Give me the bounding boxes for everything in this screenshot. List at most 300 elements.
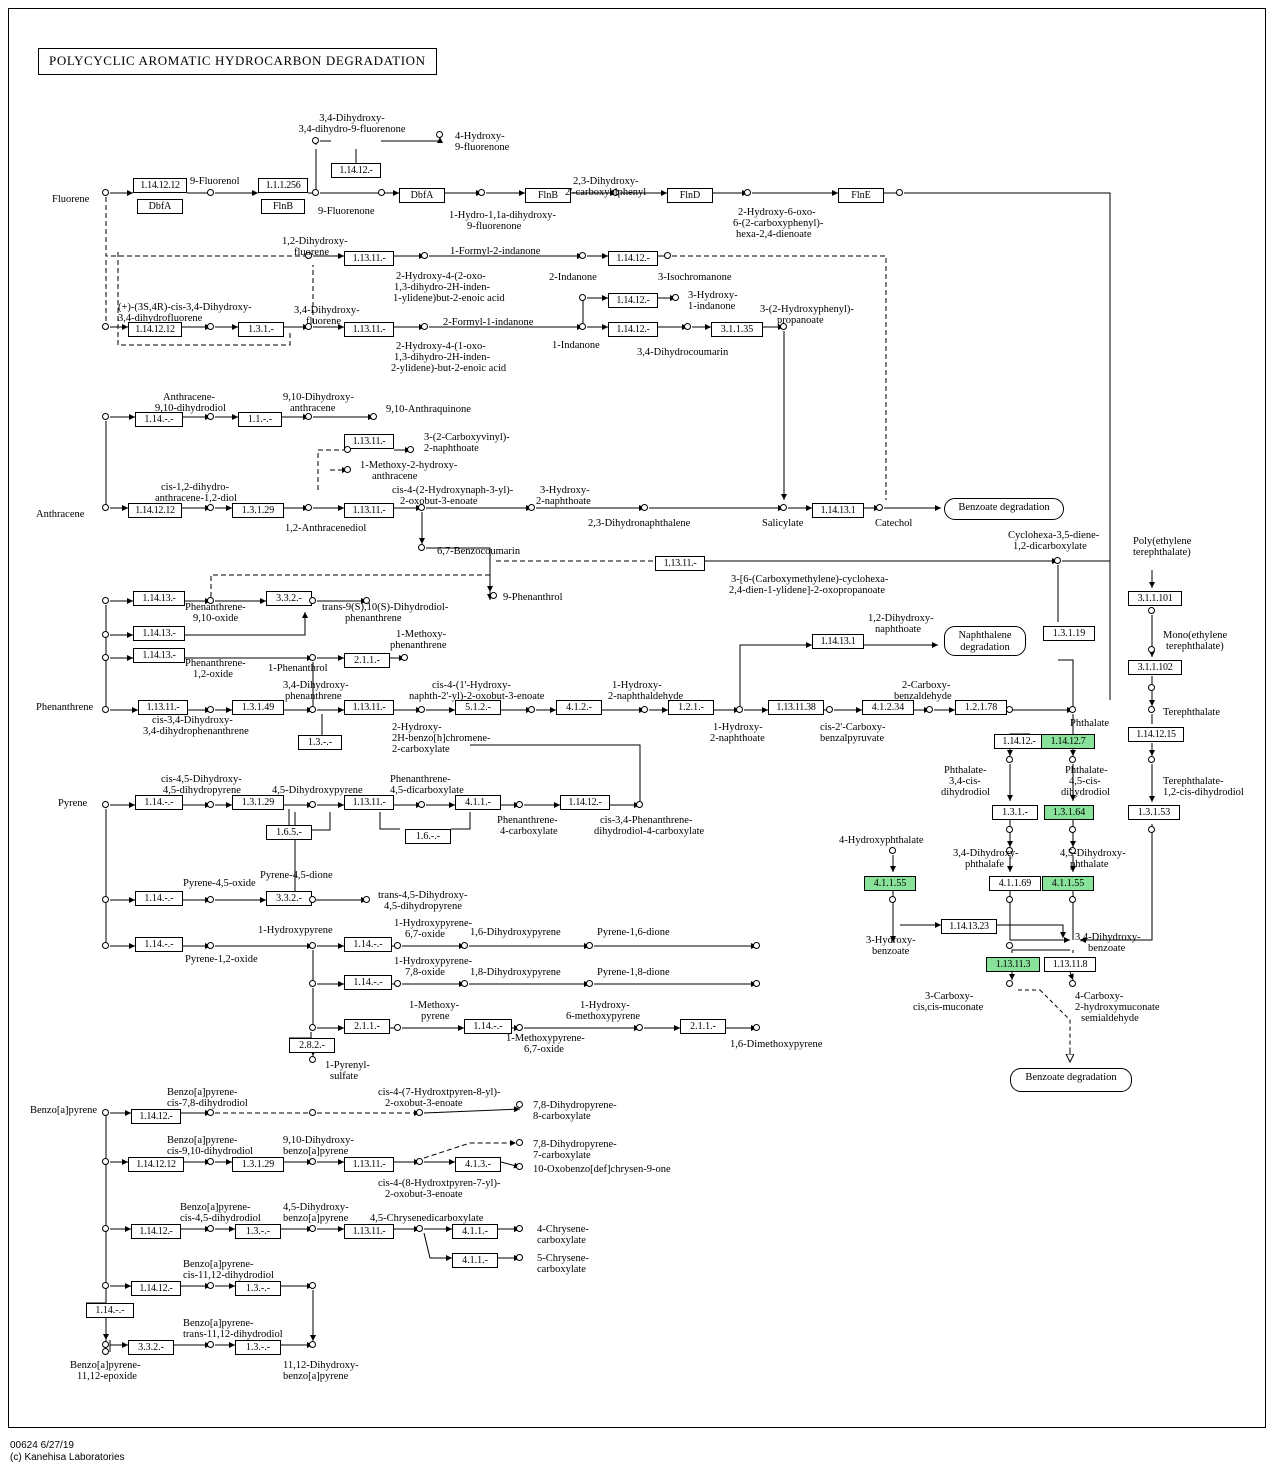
enzyme-box[interactable]: 2.8.2.- bbox=[289, 1038, 335, 1053]
compound-node[interactable] bbox=[102, 801, 109, 808]
compound-label: 7,8-Dihydropyrene- bbox=[533, 1139, 617, 1150]
compound-node[interactable] bbox=[579, 323, 586, 330]
compound-label: 3,4-Dihydroxy- bbox=[283, 680, 349, 691]
enzyme-box[interactable]: 4.1.1.- bbox=[452, 1224, 498, 1239]
compound-label: 1-Methoxy- bbox=[409, 1000, 460, 1011]
compound-label: 4,5-Dihydroxy- bbox=[283, 1202, 349, 1213]
compound-node[interactable] bbox=[102, 1158, 109, 1165]
compound-node[interactable] bbox=[636, 1024, 643, 1031]
compound-node[interactable] bbox=[896, 189, 903, 196]
compound-label: cis-4-(2-Hydroxynaph-3-yl)- bbox=[392, 485, 514, 496]
compound-node[interactable] bbox=[370, 413, 377, 420]
compound-node[interactable] bbox=[826, 706, 833, 713]
compound-node[interactable] bbox=[1006, 756, 1013, 763]
compound-node[interactable] bbox=[102, 1109, 109, 1116]
compound-node[interactable] bbox=[344, 466, 351, 473]
compound-node[interactable] bbox=[102, 1225, 109, 1232]
compound-label: Benzo[a]pyrene- bbox=[180, 1202, 251, 1213]
compound-label: 1,8-Dihydroxypyrene bbox=[470, 967, 561, 978]
compound-label: anthracene-1,2-diol bbox=[155, 493, 237, 504]
compound-node[interactable] bbox=[1054, 557, 1061, 564]
compound-node[interactable] bbox=[684, 323, 691, 330]
enzyme-box[interactable]: 3.1.1.35 bbox=[711, 322, 763, 337]
enzyme-box[interactable]: 1.3.-.- bbox=[298, 735, 342, 750]
compound-node[interactable] bbox=[418, 706, 425, 713]
compound-node[interactable] bbox=[309, 896, 316, 903]
compound-node[interactable] bbox=[461, 980, 468, 987]
enzyme-box[interactable]: 3.3.2.- bbox=[128, 1340, 174, 1355]
enzyme-box[interactable]: 4.1.2.34 bbox=[862, 700, 914, 715]
enzyme-box[interactable]: 1.13.11.3 bbox=[986, 957, 1040, 972]
compound-label: 1-Hydroxypyrene- bbox=[394, 956, 473, 967]
compound-label: 11,12-Dihydroxy- bbox=[283, 1360, 359, 1371]
compound-label: cis-4,5-dihydrodiol bbox=[180, 1213, 261, 1224]
compound-node[interactable] bbox=[1069, 756, 1076, 763]
enzyme-box[interactable]: 1.14.12.- bbox=[331, 163, 381, 178]
compound-node[interactable] bbox=[102, 654, 109, 661]
compound-node[interactable] bbox=[528, 504, 535, 511]
enzyme-box[interactable]: 1.13.11.- bbox=[344, 795, 394, 810]
enzyme-box[interactable]: 4.1.1.69 bbox=[989, 876, 1041, 891]
enzyme-box[interactable]: 1.14.13.1 bbox=[812, 503, 864, 518]
compound-node[interactable] bbox=[641, 706, 648, 713]
enzyme-box[interactable]: 4.1.2.- bbox=[556, 700, 602, 715]
compound-node[interactable] bbox=[586, 942, 593, 949]
enzyme-box[interactable]: 1.14.12.- bbox=[608, 322, 658, 337]
enzyme-box[interactable]: 1.14.12.12 bbox=[128, 1157, 184, 1172]
compound-node[interactable] bbox=[309, 1024, 316, 1031]
enzyme-box[interactable]: 1.3.1.- bbox=[238, 322, 284, 337]
compound-label: 2-Carboxy- bbox=[902, 680, 951, 691]
compound-label: 2-oxobut-3-enoate bbox=[385, 1098, 463, 1109]
enzyme-box[interactable]: 1.13.11.- bbox=[344, 1224, 394, 1239]
compound-label: naphthoate bbox=[875, 624, 922, 635]
map-link-node[interactable]: Benzoate degradation bbox=[944, 498, 1064, 520]
compound-node[interactable] bbox=[102, 323, 109, 330]
compound-label: dihydrodiol-4-carboxylate bbox=[594, 826, 705, 837]
compound-node[interactable] bbox=[207, 942, 214, 949]
enzyme-box[interactable]: 1.14.-.- bbox=[135, 891, 183, 906]
compound-node[interactable] bbox=[102, 631, 109, 638]
enzyme-box[interactable]: 1.13.11.8 bbox=[1044, 957, 1096, 972]
compound-node[interactable] bbox=[102, 189, 109, 196]
enzyme-box[interactable]: 1.14.12.12 bbox=[128, 503, 182, 518]
compound-node[interactable] bbox=[490, 592, 497, 599]
compound-node[interactable] bbox=[312, 137, 319, 144]
page-title: POLYCYCLIC AROMATIC HYDROCARBON DEGRADATION bbox=[38, 48, 437, 75]
enzyme-box[interactable]: 1.13.11.- bbox=[344, 700, 394, 715]
enzyme-box[interactable]: FlnB bbox=[261, 199, 305, 214]
compound-label: phthalate bbox=[1070, 859, 1109, 870]
compound-label: 6-methoxypyrene bbox=[566, 1011, 641, 1022]
enzyme-box[interactable]: 1.3.1.53 bbox=[1128, 805, 1180, 820]
compound-label: 2-Hydroxy-6-oxo- bbox=[738, 207, 816, 218]
enzyme-box[interactable]: 3.3.2.- bbox=[266, 591, 312, 606]
enzyme-box[interactable]: 3.1.1.101 bbox=[1128, 591, 1182, 606]
compound-node[interactable] bbox=[363, 896, 370, 903]
compound-node[interactable] bbox=[401, 654, 408, 661]
compound-label: 4,5-dihydropyrene bbox=[163, 785, 241, 796]
compound-label: 3,4-Dihydrocoumarin bbox=[637, 347, 729, 358]
enzyme-box[interactable]: 1.3.-.- bbox=[235, 1281, 281, 1296]
enzyme-box[interactable]: 1.14.13.- bbox=[133, 648, 185, 663]
compound-node[interactable] bbox=[102, 942, 109, 949]
compound-node[interactable] bbox=[309, 1109, 316, 1116]
compound-node[interactable] bbox=[309, 1341, 316, 1348]
enzyme-box[interactable]: 1.13.11.38 bbox=[768, 700, 824, 715]
compound-label: 9-fluorenone bbox=[467, 221, 522, 232]
compound-node[interactable] bbox=[407, 446, 414, 453]
compound-node[interactable] bbox=[1148, 684, 1155, 691]
compound-label: 1-Hydroxy- bbox=[612, 680, 662, 691]
enzyme-box[interactable]: 1.3.1.29 bbox=[232, 503, 284, 518]
compound-label: phenanthrene bbox=[285, 691, 342, 702]
compound-node[interactable] bbox=[309, 1056, 316, 1063]
compound-label: trans-9(S),10(S)-Dihydrodiol- bbox=[322, 602, 449, 613]
compound-node[interactable] bbox=[416, 1109, 423, 1116]
compound-label: 11,12-epoxide bbox=[77, 1371, 137, 1382]
compound-label: 1-Hydroxy- bbox=[580, 1000, 630, 1011]
enzyme-box[interactable]: 1.14.13.- bbox=[133, 591, 185, 606]
compound-node[interactable] bbox=[516, 1139, 523, 1146]
compound-node[interactable] bbox=[1148, 826, 1155, 833]
compound-node[interactable] bbox=[579, 294, 586, 301]
compound-label: 1-ylidene)but-2-enoic acid bbox=[393, 293, 505, 304]
enzyme-box[interactable]: 1.14.12.- bbox=[131, 1109, 181, 1124]
enzyme-box[interactable]: 1.6.5.- bbox=[266, 825, 312, 840]
compound-label: 3,4-Dihydroxy- bbox=[319, 113, 385, 124]
compound-label: Anthracene- bbox=[163, 392, 215, 403]
map-link-node[interactable]: Naphthalene degradation bbox=[944, 626, 1026, 656]
compound-label: carboxylate bbox=[537, 1264, 586, 1275]
compound-node[interactable] bbox=[516, 1101, 523, 1108]
compound-node[interactable] bbox=[753, 1024, 760, 1031]
compound-node[interactable] bbox=[102, 1348, 109, 1355]
compound-label: 2-Indanone bbox=[549, 272, 597, 283]
enzyme-box[interactable]: 1.13.11.- bbox=[344, 251, 394, 266]
enzyme-box[interactable]: 1.14.12.- bbox=[131, 1224, 181, 1239]
compound-label: 1,2-oxide bbox=[193, 669, 233, 680]
enzyme-box[interactable]: FlnB bbox=[525, 188, 571, 203]
compound-label: 3-Hydroxy- bbox=[866, 935, 916, 946]
enzyme-box[interactable]: 4.1.3.- bbox=[455, 1157, 501, 1172]
compound-node[interactable] bbox=[736, 706, 743, 713]
enzyme-box[interactable]: 1.3.1.29 bbox=[232, 795, 284, 810]
enzyme-box[interactable]: 2.1.1.- bbox=[344, 1019, 390, 1034]
enzyme-box[interactable]: 1.1.-.- bbox=[238, 412, 282, 427]
compound-label: Terephthalate bbox=[1163, 707, 1220, 718]
enzyme-box[interactable]: DbfA bbox=[399, 188, 445, 203]
compound-node[interactable] bbox=[421, 323, 428, 330]
compound-label: cis-3,4-Dihydroxy- bbox=[152, 715, 233, 726]
compound-node[interactable] bbox=[753, 942, 760, 949]
enzyme-box[interactable]: 1.14.-.- bbox=[86, 1303, 134, 1318]
enzyme-box[interactable]: 4.1.1.- bbox=[455, 795, 501, 810]
enzyme-box[interactable]: 1.13.11.- bbox=[344, 503, 394, 518]
compound-label: benzo[a]pyrene bbox=[283, 1146, 349, 1157]
compound-node[interactable] bbox=[1069, 980, 1076, 987]
compound-label: 4,5-Chrysenedicarboxylate bbox=[370, 1213, 484, 1224]
compound-node[interactable] bbox=[102, 504, 109, 511]
enzyme-box[interactable]: 1.14.13.1 bbox=[812, 634, 864, 649]
compound-node[interactable] bbox=[1006, 980, 1013, 987]
compound-node[interactable] bbox=[207, 801, 214, 808]
enzyme-box[interactable]: DbfA bbox=[137, 199, 183, 214]
compound-label: 4,5-Dihydroxy- bbox=[1060, 848, 1126, 859]
enzyme-box[interactable]: 1.14.12.- bbox=[560, 795, 610, 810]
compound-node[interactable] bbox=[207, 323, 214, 330]
enzyme-box[interactable]: 1.6.-.- bbox=[405, 829, 451, 844]
compound-label: Phenanthrene- bbox=[390, 774, 451, 785]
compound-label: (+)-(3S,4R)-cis-3,4-Dihydroxy- bbox=[118, 302, 252, 313]
compound-node[interactable] bbox=[416, 1225, 423, 1232]
compound-node[interactable] bbox=[664, 252, 671, 259]
compound-label: Benzo[a]pyrene- bbox=[183, 1259, 254, 1270]
compound-node[interactable] bbox=[516, 801, 523, 808]
compound-node[interactable] bbox=[528, 706, 535, 713]
compound-node[interactable] bbox=[378, 189, 385, 196]
compound-node[interactable] bbox=[1069, 706, 1076, 713]
compound-node[interactable] bbox=[309, 801, 316, 808]
enzyme-box[interactable]: 1.3.1.19 bbox=[1043, 626, 1095, 641]
compound-node[interactable] bbox=[207, 706, 214, 713]
compound-label: 1,2-cis-dihydrodiol bbox=[1163, 787, 1244, 798]
compound-label: hexa-2,4-dienoate bbox=[736, 229, 812, 240]
compound-node[interactable] bbox=[516, 1225, 523, 1232]
compound-label: Pyrene-4,5-dione bbox=[260, 870, 333, 881]
compound-label: dihydrodiol bbox=[941, 787, 990, 798]
compound-label: 3,4-dihydro-9-fluorenone bbox=[298, 124, 406, 135]
compound-label: 1,6-Dihydroxypyrene bbox=[470, 927, 561, 938]
compound-label: 2'-carboxybiphenyl bbox=[565, 187, 647, 198]
compound-node[interactable] bbox=[876, 504, 883, 511]
compound-node[interactable] bbox=[394, 980, 401, 987]
compound-node[interactable] bbox=[102, 896, 109, 903]
compound-node[interactable] bbox=[516, 1024, 523, 1031]
compound-node[interactable] bbox=[636, 801, 643, 808]
compound-label: Phthalate- bbox=[944, 765, 987, 776]
compound-label: 1,6-Dimethoxypyrene bbox=[730, 1039, 823, 1050]
compound-node[interactable] bbox=[421, 252, 428, 259]
compound-node[interactable] bbox=[1006, 896, 1013, 903]
compound-node[interactable] bbox=[579, 252, 586, 259]
compound-node[interactable] bbox=[309, 980, 316, 987]
compound-label: 1-Formyl-2-indanone bbox=[450, 246, 541, 257]
compound-label: cis-4,5-Dihydroxy- bbox=[161, 774, 242, 785]
compound-node[interactable] bbox=[207, 1341, 214, 1348]
compound-label: 1-Indanone bbox=[552, 340, 600, 351]
compound-label: Phenanthrene bbox=[36, 702, 94, 713]
enzyme-box[interactable]: 1.13.11.- bbox=[138, 700, 188, 715]
compound-node[interactable] bbox=[1006, 706, 1013, 713]
compound-node[interactable] bbox=[309, 654, 316, 661]
enzyme-box[interactable]: 1.13.11.- bbox=[344, 322, 394, 337]
compound-node[interactable] bbox=[207, 1158, 214, 1165]
compound-node[interactable] bbox=[1148, 706, 1155, 713]
enzyme-box[interactable]: 1.14.12.- bbox=[994, 734, 1044, 749]
compound-label: cis-7,8-dihydrodiol bbox=[167, 1098, 248, 1109]
compound-label: trans-11,12-dihydrodiol bbox=[183, 1329, 283, 1340]
compound-label: 1-Hydroxypyrene- bbox=[394, 918, 473, 929]
compound-label: phenanthrene bbox=[390, 640, 447, 651]
enzyme-box[interactable]: 1.13.11.- bbox=[344, 1157, 394, 1172]
compound-label: 1,2-Anthracenediol bbox=[285, 523, 367, 534]
compound-node[interactable] bbox=[309, 1158, 316, 1165]
compound-label: cis-2'-Carboxy- bbox=[820, 722, 886, 733]
compound-node[interactable] bbox=[207, 504, 214, 511]
enzyme-box[interactable]: FlnE bbox=[838, 188, 884, 203]
compound-node[interactable] bbox=[1069, 896, 1076, 903]
enzyme-box[interactable]: 1.14.13.- bbox=[133, 626, 185, 641]
enzyme-box[interactable]: 1.14.-.- bbox=[135, 937, 183, 952]
compound-label: propanoate bbox=[777, 315, 824, 326]
compound-label: 2-oxobut-3-enoate bbox=[385, 1189, 463, 1200]
map-link-node[interactable]: Benzoate degradation bbox=[1010, 1068, 1132, 1092]
compound-node[interactable] bbox=[780, 504, 787, 511]
compound-label: 2-naphthoate bbox=[424, 443, 479, 454]
enzyme-box[interactable]: 1.13.11.- bbox=[655, 556, 705, 571]
compound-label: 9,10-Anthraquinone bbox=[386, 404, 471, 415]
compound-label: 1-Phenanthrol bbox=[268, 663, 328, 674]
enzyme-box[interactable]: 1.3.-.- bbox=[235, 1340, 281, 1355]
compound-node[interactable] bbox=[305, 504, 312, 511]
enzyme-box[interactable]: 1.14.12.7 bbox=[1041, 734, 1095, 749]
enzyme-box[interactable]: 5.1.2.- bbox=[455, 700, 501, 715]
compound-node[interactable] bbox=[309, 942, 316, 949]
compound-node[interactable] bbox=[207, 189, 214, 196]
compound-label: Benzo[a]pyrene bbox=[30, 1105, 98, 1116]
compound-node[interactable] bbox=[416, 1158, 423, 1165]
compound-node[interactable] bbox=[207, 1282, 214, 1289]
compound-node[interactable] bbox=[102, 706, 109, 713]
compound-label: Phenanthrene- bbox=[185, 602, 246, 613]
enzyme-box[interactable]: 4.1.1.55 bbox=[864, 876, 916, 891]
compound-node[interactable] bbox=[207, 896, 214, 903]
compound-label: carboxylate bbox=[537, 1235, 586, 1246]
compound-label: Benzo[a]pyrene- bbox=[167, 1135, 238, 1146]
compound-node[interactable] bbox=[889, 896, 896, 903]
compound-label: 4,5-cis- bbox=[1069, 776, 1101, 787]
enzyme-box[interactable]: 1.3.1.29 bbox=[232, 1157, 284, 1172]
compound-node[interactable] bbox=[1006, 942, 1013, 949]
enzyme-box[interactable]: 1.3.1.49 bbox=[232, 700, 284, 715]
compound-node[interactable] bbox=[641, 504, 648, 511]
enzyme-box[interactable]: 1.14.12.12 bbox=[133, 178, 187, 193]
compound-node[interactable] bbox=[207, 1109, 214, 1116]
compound-node[interactable] bbox=[394, 942, 401, 949]
compound-label: 1-Methoxy-2-hydroxy- bbox=[360, 460, 458, 471]
compound-node[interactable] bbox=[207, 1225, 214, 1232]
compound-node[interactable] bbox=[1148, 646, 1155, 653]
compound-node[interactable] bbox=[344, 446, 351, 453]
compound-label: benzo[a]pyrene bbox=[283, 1213, 349, 1224]
compound-label: 6-(2-carboxyphenyl)- bbox=[733, 218, 824, 229]
enzyme-box[interactable]: 3.3.2.- bbox=[266, 891, 312, 906]
enzyme-box[interactable]: 1.14.12.- bbox=[131, 1281, 181, 1296]
compound-label: trans-4,5-Dihydroxy- bbox=[378, 890, 468, 901]
enzyme-box[interactable]: 1.3.1.64 bbox=[1044, 805, 1094, 820]
enzyme-box[interactable]: 1.2.1.78 bbox=[955, 700, 1007, 715]
enzyme-box[interactable]: 1.14.12.- bbox=[608, 251, 658, 266]
compound-node[interactable] bbox=[889, 847, 896, 854]
compound-label: 4,5-dicarboxylate bbox=[390, 785, 464, 796]
compound-node[interactable] bbox=[418, 801, 425, 808]
enzyme-box[interactable]: 2.1.1.- bbox=[344, 653, 390, 668]
enzyme-box[interactable]: 1.13.11.- bbox=[344, 434, 394, 449]
compound-node[interactable] bbox=[672, 294, 679, 301]
compound-node[interactable] bbox=[516, 1163, 523, 1170]
compound-node[interactable] bbox=[102, 413, 109, 420]
compound-node[interactable] bbox=[1006, 826, 1013, 833]
enzyme-box[interactable]: 1.14.-.- bbox=[135, 795, 183, 810]
compound-node[interactable] bbox=[102, 1341, 109, 1348]
compound-label: 3,4-dihydrophenanthrene bbox=[143, 726, 249, 737]
enzyme-box[interactable]: 1.3.-.- bbox=[235, 1224, 281, 1239]
compound-label: sulfate bbox=[330, 1071, 358, 1082]
compound-node[interactable] bbox=[1148, 607, 1155, 614]
compound-node[interactable] bbox=[461, 942, 468, 949]
compound-label: cis,cis-muconate bbox=[913, 1002, 984, 1013]
compound-label: 7,8-Dihydropyrene- bbox=[533, 1100, 617, 1111]
enzyme-box[interactable]: 1.14.12.12 bbox=[128, 322, 182, 337]
enzyme-box[interactable]: 2.1.1.- bbox=[680, 1019, 726, 1034]
compound-node[interactable] bbox=[753, 980, 760, 987]
compound-node[interactable] bbox=[394, 1024, 401, 1031]
enzyme-box[interactable]: 1.14.12.15 bbox=[1128, 727, 1184, 742]
compound-label: 4-Chrysene- bbox=[537, 1224, 589, 1235]
compound-label: cis-4-(7-Hydroxtpyren-8-yl)- bbox=[378, 1087, 501, 1098]
compound-node[interactable] bbox=[102, 597, 109, 604]
compound-node[interactable] bbox=[309, 1282, 316, 1289]
compound-node[interactable] bbox=[309, 1225, 316, 1232]
compound-label: 1,3-dihydro-2H-inden- bbox=[394, 352, 490, 363]
compound-label: cis-4-(1'-Hydroxy- bbox=[432, 680, 511, 691]
compound-node[interactable] bbox=[309, 597, 316, 604]
enzyme-box[interactable]: 3.1.1.102 bbox=[1128, 660, 1182, 675]
enzyme-box[interactable]: 1.14.13.23 bbox=[941, 919, 997, 934]
compound-node[interactable] bbox=[1148, 756, 1155, 763]
compound-label: 2-naphthoate bbox=[536, 496, 591, 507]
compound-node[interactable] bbox=[436, 131, 443, 138]
compound-label: 7,8-oxide bbox=[405, 967, 445, 978]
enzyme-box[interactable]: 1.14.-.- bbox=[464, 1019, 512, 1034]
compound-label: 4,5-Dihydroxypyrene bbox=[272, 785, 363, 796]
compound-label: phthalafe bbox=[965, 859, 1005, 870]
enzyme-box[interactable]: 1.3.1.- bbox=[992, 805, 1038, 820]
enzyme-box[interactable]: 1.1.1.256 bbox=[258, 178, 308, 193]
compound-node[interactable] bbox=[309, 706, 316, 713]
compound-node[interactable] bbox=[926, 706, 933, 713]
compound-node[interactable] bbox=[586, 980, 593, 987]
enzyme-box[interactable]: FlnD bbox=[667, 188, 713, 203]
enzyme-box[interactable]: 1.14.-.- bbox=[344, 937, 392, 952]
compound-node[interactable] bbox=[312, 189, 319, 196]
enzyme-box[interactable]: 1.2.1.- bbox=[668, 700, 714, 715]
enzyme-box[interactable]: 4.1.1.- bbox=[452, 1253, 498, 1268]
compound-node[interactable] bbox=[478, 189, 485, 196]
enzyme-box[interactable]: 1.14.-.- bbox=[344, 975, 392, 990]
compound-node[interactable] bbox=[418, 544, 425, 551]
compound-label: 4-carboxylate bbox=[500, 826, 558, 837]
compound-node[interactable] bbox=[516, 1254, 523, 1261]
compound-node[interactable] bbox=[102, 1282, 109, 1289]
compound-node[interactable] bbox=[744, 189, 751, 196]
enzyme-box[interactable]: 1.14.-.- bbox=[135, 412, 183, 427]
compound-label: 4,5-dihydropyrene bbox=[384, 901, 462, 912]
enzyme-box[interactable]: 1.14.12.- bbox=[608, 293, 658, 308]
enzyme-box[interactable]: 4.1.1.55 bbox=[1042, 876, 1094, 891]
compound-node[interactable] bbox=[1069, 826, 1076, 833]
